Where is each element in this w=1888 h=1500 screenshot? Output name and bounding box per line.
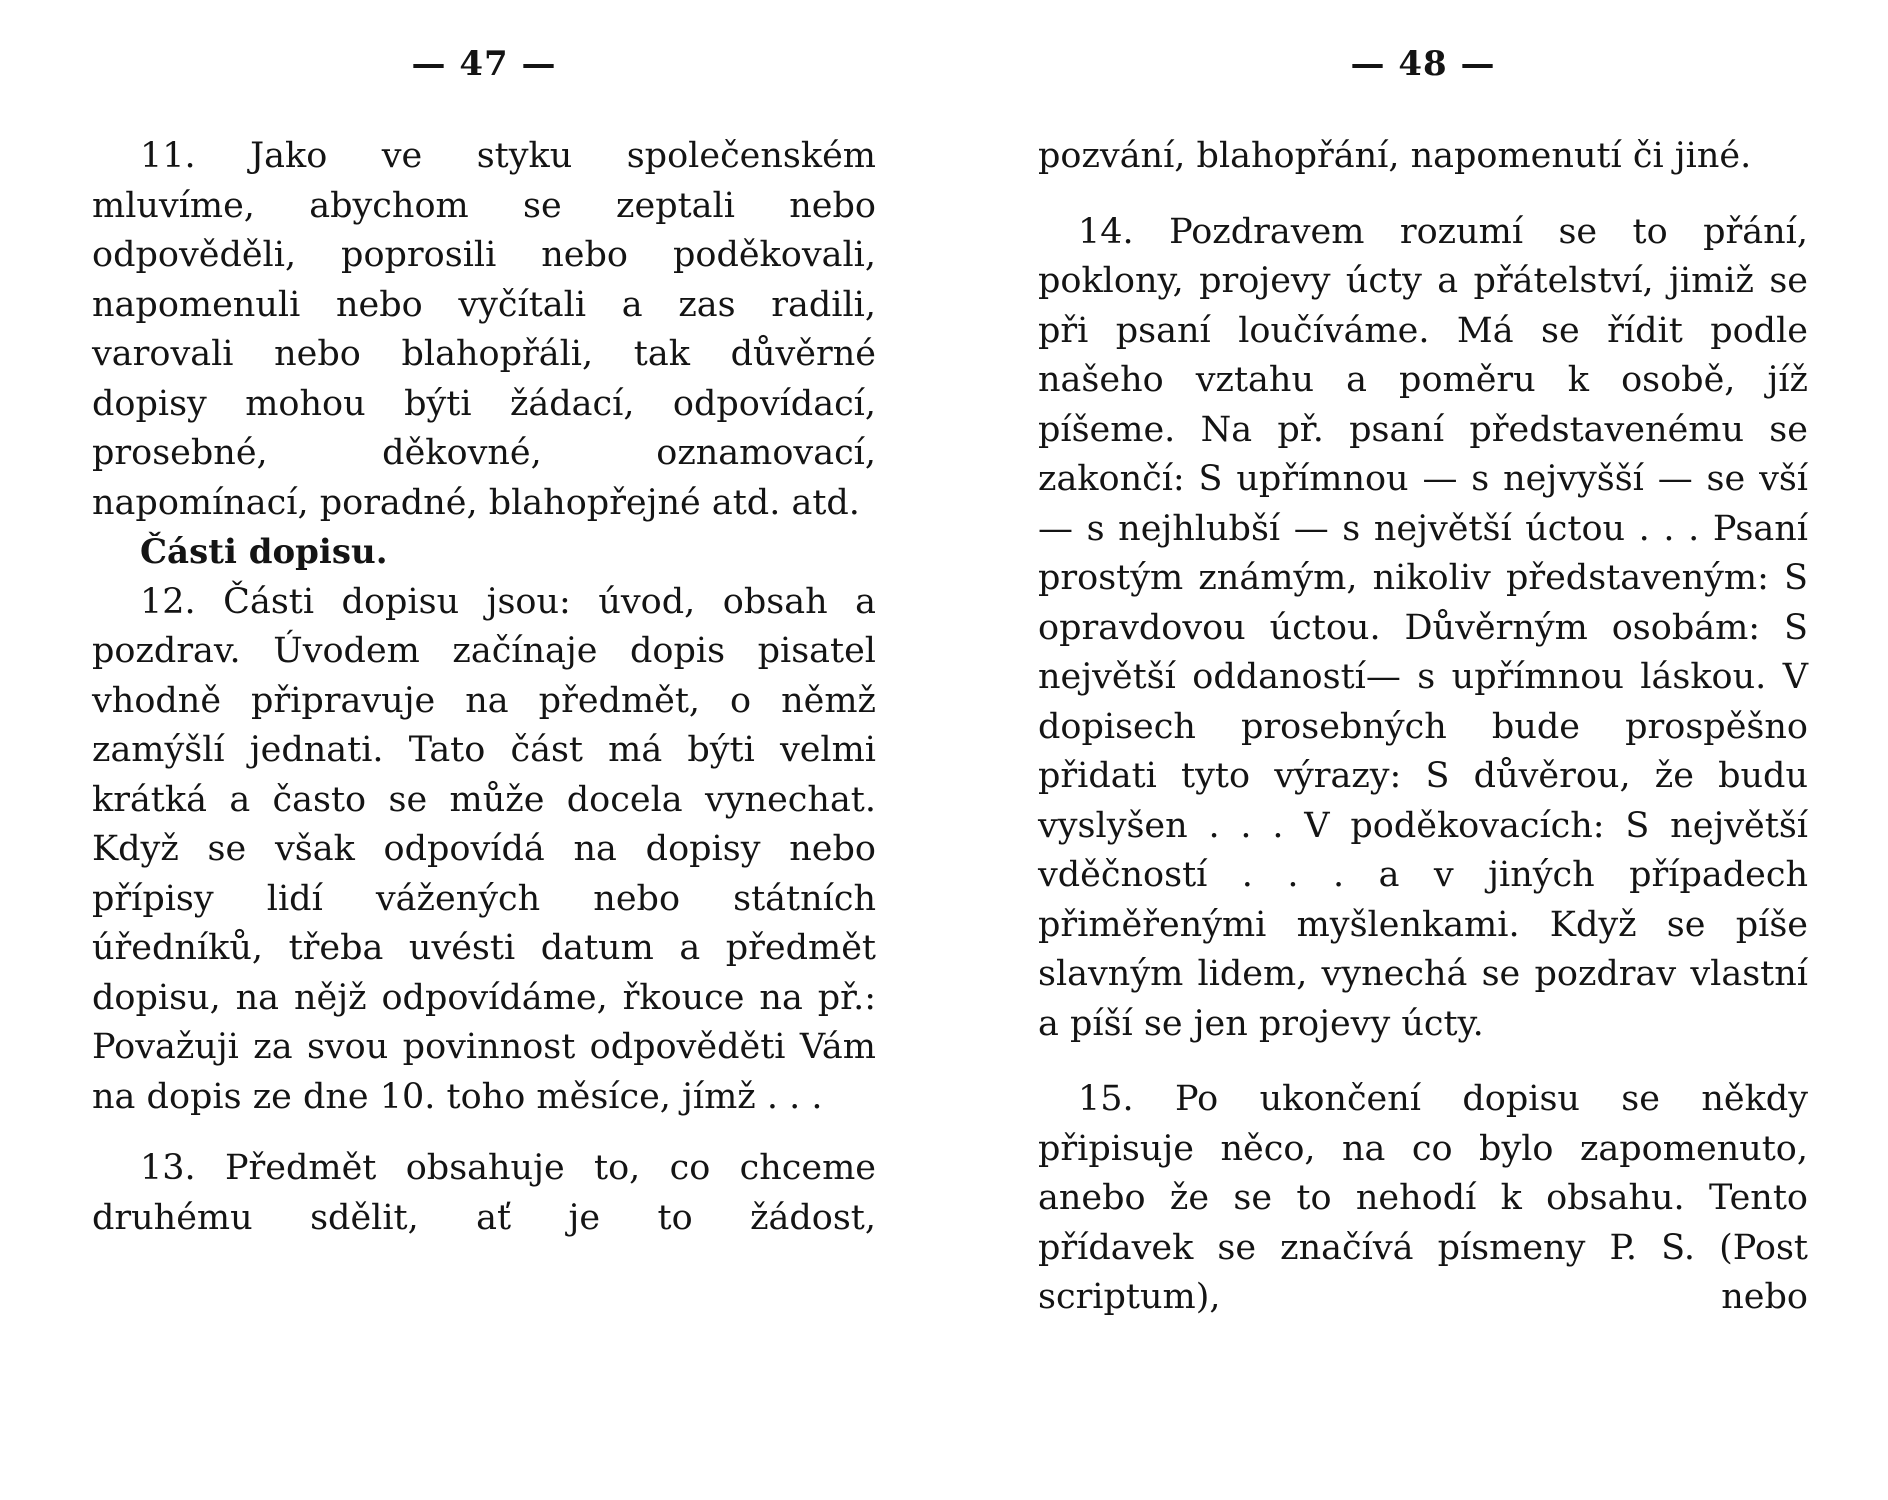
page-number-right: — 48 — bbox=[1350, 44, 1496, 84]
paragraph-12: 12. Části dopisu jsou: úvod, obsah a pozdrav. Úvodem začínaje dopis pisatel vhodně připravuje na předmět, o němž zamýšlí jednati. Tato část má býti velmi krátká a často se může docela vynechat. Když se však odpovídá na dopisy nebo přípisy lidí vážených nebo státních úředníků, třeba uvésti datum a předmět dopisu, na nějž odpovídáme, řkouce na př.: Považuji za svou povinnost odpověděti Vám na dopis ze dne 10. toho měsíce, jímž . . . bbox=[92, 581, 876, 1117]
page-number-left: — 47 — bbox=[411, 44, 557, 84]
paragraph-gap bbox=[92, 1122, 876, 1144]
left-page bbox=[92, 0, 876, 1500]
paragraph-11: 11. Jako ve styku společenském mluvíme, abychom se zeptali nebo odpověděli, poprosili nebo poděkovali, napomenuli nebo vyčítali a zas radili, varovali nebo blahopřáli, tak důvěrné dopisy mohou býti žádací, odpovídací, prosebné, děkovné, oznamovací, napomínací, poradné, blahopřejné atd. atd. bbox=[92, 136, 876, 523]
paragraph-14: 14. Pozdravem rozumí se to přání, poklony, projevy úcty a přátelství, jimiž se při psaní loučíváme. Má se řídit podle našeho vztahu a poměru k osobě, jíž píšeme. Na př. psaní představenému se zakončí: S upřímnou — s nejvyšší — se vší — s nejhlubší — s největší úctou . . . Psaní prostým známým, nikoliv představeným: S opravdovou úctou. Důvěrným osobám: S největší oddaností— s upřímnou láskou. V dopisech prosebných bude prospěšno přidati tyto výrazy: S důvěrou, že budu vyslyšen . . . V poděkovacích: S největší vděčností . . . a v jiných případech přiměřenými myšlenkami. Když se píše slavným lidem, vynechá se pozdrav vlastní a píší se jen projevy úcty. bbox=[1038, 211, 1808, 1044]
right-page bbox=[1038, 0, 1808, 1500]
right-text-column bbox=[1038, 132, 1808, 1323]
paragraph-gap bbox=[1038, 1049, 1808, 1075]
left-text-column bbox=[92, 132, 876, 1243]
paragraph-15: 15. Po ukončení dopisu se někdy připisuje něco, na co bylo zapomenuto, anebo že se to nehodí k obsahu. Tento přídavek se značívá písmeny P. S. (Post scriptum), nebo bbox=[1038, 1079, 1808, 1317]
section-heading: Části dopisu. bbox=[140, 532, 388, 572]
paragraph-gap bbox=[1038, 182, 1808, 208]
paragraph-13-start: 13. Předmět obsahuje to, co chceme druhému sdělit, ať je to žádost, bbox=[92, 1148, 876, 1238]
paragraph-13-continued: pozvání, blahopřání, napomenutí či jiné. bbox=[1038, 136, 1752, 176]
